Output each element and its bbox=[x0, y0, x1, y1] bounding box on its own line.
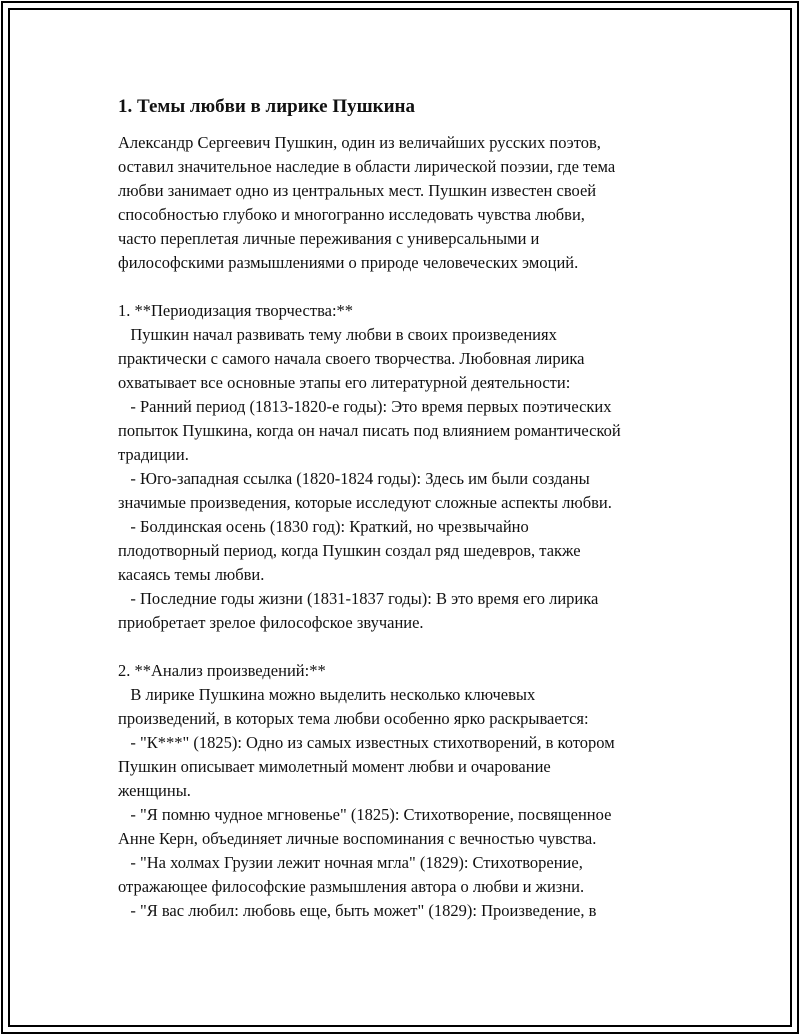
text-line: охватывает все основные этапы его литературной деятельности: bbox=[118, 373, 571, 392]
paragraph-gap bbox=[118, 635, 718, 659]
text-line: отражающее философские размышления автора о любви и жизни. bbox=[118, 877, 585, 896]
text-line: плодотворный период, когда Пушкин создал ряд шедевров, также bbox=[118, 541, 581, 560]
text-line: В лирике Пушкина можно выделить несколько ключевых bbox=[118, 685, 536, 704]
text-line: традиции. bbox=[118, 445, 189, 464]
list-item: - "К***" (1825): Одно из самых известных стихотворений, в котором bbox=[118, 733, 615, 752]
document-body bbox=[118, 95, 718, 923]
text-line: приобретает зрелое философское звучание. bbox=[118, 613, 424, 632]
text-line: практически с самого начала своего творчества. Любовная лирика bbox=[118, 349, 585, 368]
text-line: Пушкин начал развивать тему любви в своих произведениях bbox=[118, 325, 557, 344]
list-item: - Ранний период (1813-1820-е годы): Это время первых поэтических bbox=[118, 397, 612, 416]
list-item: - "Я вас любил: любовь еще, быть может" (1829): Произведение, в bbox=[118, 901, 597, 920]
text-line: способностью глубоко и многогранно исследовать чувства любви, bbox=[118, 205, 585, 224]
list-item: - Болдинская осень (1830 год): Краткий, но чрезвычайно bbox=[118, 517, 529, 536]
paragraph-gap bbox=[118, 275, 718, 299]
text-line: произведений, в которых тема любви особенно ярко раскрывается: bbox=[118, 709, 589, 728]
text-line: философскими размышлениями о природе человеческих эмоций. bbox=[118, 253, 579, 272]
section-periodization bbox=[118, 299, 718, 635]
text-line: попыток Пушкина, когда он начал писать под влиянием романтической bbox=[118, 421, 621, 440]
list-item: - Юго-западная ссылка (1820-1824 годы): Здесь им были созданы bbox=[118, 469, 590, 488]
list-item: - Последние годы жизни (1831-1837 годы): В это время его лирика bbox=[118, 589, 599, 608]
section-analysis bbox=[118, 659, 718, 923]
list-item: - "На холмах Грузии лежит ночная мгла" (1829): Стихотворение, bbox=[118, 853, 583, 872]
document-title: 1. Темы любви в лирике Пушкина bbox=[118, 96, 415, 117]
text-line: значимые произведения, которые исследуют сложные аспекты любви. bbox=[118, 493, 612, 512]
section-heading: 1. **Периодизация творчества:** bbox=[118, 301, 354, 320]
intro-paragraph bbox=[118, 131, 718, 275]
text-line: Пушкин описывает мимолетный момент любви и очарование bbox=[118, 757, 551, 776]
text-line: женщины. bbox=[118, 781, 191, 800]
text-line: Александр Сергеевич Пушкин, один из величайших русских поэтов, bbox=[118, 133, 601, 152]
text-line: часто переплетая личные переживания с универсальными и bbox=[118, 229, 540, 248]
text-line: Анне Керн, объединяет личные воспоминания с вечностью чувства. bbox=[118, 829, 597, 848]
text-line: касаясь темы любви. bbox=[118, 565, 265, 584]
text-line: любви занимает одно из центральных мест. Пушкин известен своей bbox=[118, 181, 597, 200]
section-heading: 2. **Анализ произведений:** bbox=[118, 661, 326, 680]
text-line: оставил значительное наследие в области лирической поэзии, где тема bbox=[118, 157, 616, 176]
list-item: - "Я помню чудное мгновенье" (1825): Стихотворение, посвященное bbox=[118, 805, 612, 824]
